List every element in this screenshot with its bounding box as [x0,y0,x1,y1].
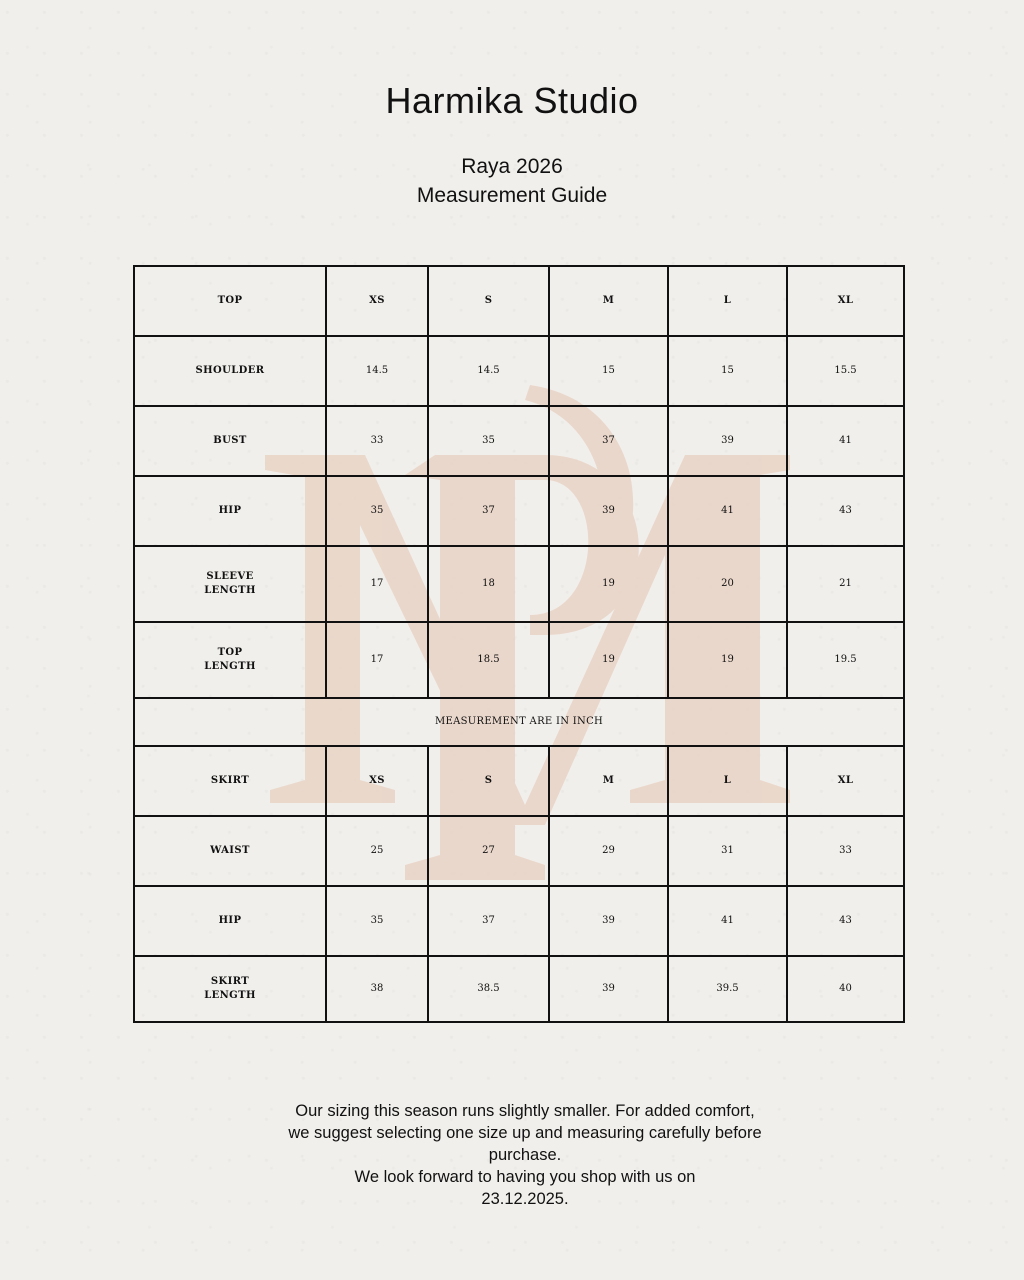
table-cell: 35 [428,406,549,476]
size-header: XS [326,746,428,816]
table-cell: 18 [428,546,549,622]
row-label-line: LENGTH [204,661,256,672]
size-header: M [549,746,668,816]
table-cell: 41 [668,476,787,546]
row-label: HIP [134,476,326,546]
unit-note: MEASUREMENT ARE IN INCH [134,698,904,746]
guide-subtitle: Measurement Guide [416,184,608,207]
table-cell: 33 [787,816,904,886]
table-cell: 19 [549,546,668,622]
table-cell: 19.5 [787,622,904,698]
table-cell: 14.5 [428,336,549,406]
table-cell: 31 [668,816,787,886]
table-cell: 21 [787,546,904,622]
size-header: XL [787,266,904,336]
note-line: purchase. [488,1146,562,1164]
size-header: S [428,266,549,336]
table-row [134,476,904,546]
unit-note-row [134,698,904,746]
table-cell: 15.5 [787,336,904,406]
table-row [134,816,904,886]
table-cell: 17 [326,546,428,622]
table-cell: 27 [428,816,549,886]
table-row [134,406,904,476]
skirt-header-label: SKIRT [134,746,326,816]
table-cell: 37 [428,886,549,956]
size-header: M [549,266,668,336]
table-row [134,546,904,622]
table-cell: 39 [549,956,668,1022]
table-row [134,336,904,406]
size-header: S [428,746,549,816]
table-cell: 37 [549,406,668,476]
row-label [134,546,326,622]
size-chart-table [133,265,905,1023]
collection-subtitle: Raya 2026 [461,155,563,178]
table-cell: 29 [549,816,668,886]
table-cell: 19 [549,622,668,698]
table-row [134,956,904,1022]
table-row [134,622,904,698]
table-cell: 41 [787,406,904,476]
row-label-line: LENGTH [204,585,256,596]
table-cell: 38 [326,956,428,1022]
table-cell: 15 [668,336,787,406]
row-label: SHOULDER [134,336,326,406]
row-label: WAIST [134,816,326,886]
table-cell: 43 [787,886,904,956]
row-label: BUST [134,406,326,476]
brand-title: Harmika Studio [385,80,639,121]
note-line: 23.12.2025. [481,1190,569,1208]
table-cell: 20 [668,546,787,622]
table-cell: 39 [668,406,787,476]
note-line: We look forward to having you shop with us on [354,1168,696,1186]
sizing-advice-note [262,1100,788,1210]
table-cell: 33 [326,406,428,476]
table-cell: 37 [428,476,549,546]
table-cell: 25 [326,816,428,886]
table-cell: 40 [787,956,904,1022]
table-cell: 38.5 [428,956,549,1022]
table-cell: 14.5 [326,336,428,406]
size-header: L [668,266,787,336]
table-cell: 17 [326,622,428,698]
row-label-line: SLEEVE [206,571,254,582]
table-cell: 39 [549,886,668,956]
table-cell: 39.5 [668,956,787,1022]
skirt-header-row [134,746,904,816]
row-label-line: TOP [217,647,243,658]
top-header-row [134,266,904,336]
table-cell: 19 [668,622,787,698]
row-label-line: LENGTH [204,990,256,1001]
table-row [134,886,904,956]
row-label: HIP [134,886,326,956]
row-label-line: SKIRT [210,976,250,987]
top-header-label: TOP [134,266,326,336]
size-header: XS [326,266,428,336]
table-cell: 41 [668,886,787,956]
table-cell: 43 [787,476,904,546]
size-header: XL [787,746,904,816]
note-line: we suggest selecting one size up and measuring carefully before [288,1124,762,1142]
note-line: Our sizing this season runs slightly smaller. For added comfort, [295,1102,755,1120]
table-cell: 35 [326,886,428,956]
row-label [134,622,326,698]
table-cell: 39 [549,476,668,546]
table-cell: 15 [549,336,668,406]
size-header: L [668,746,787,816]
row-label [134,956,326,1022]
table-cell: 35 [326,476,428,546]
table-cell: 18.5 [428,622,549,698]
